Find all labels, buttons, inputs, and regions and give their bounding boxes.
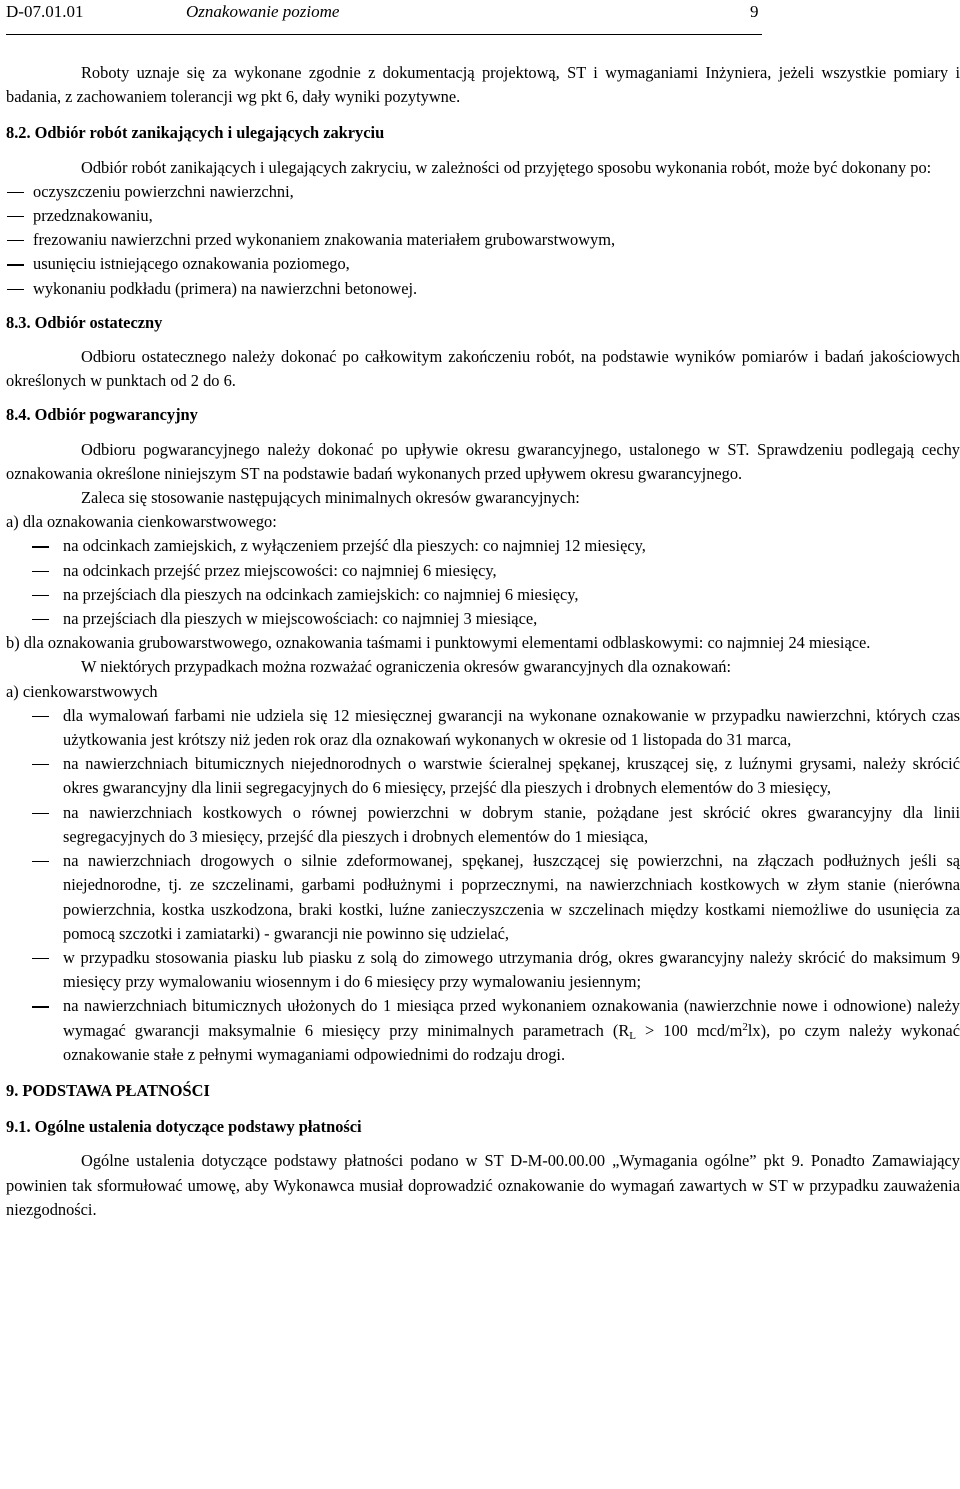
section-9-heading: 9. PODSTAWA PŁATNOŚCI <box>6 1080 210 1100</box>
list-item: na nawierzchniach kostkowych o równej powierzchni w dobrym stanie, pożądane jest skrócić okres gwarancyjny dla linii segregacyjnych do 3 miesięcy, przejść dla pieszych i drobnych elementów do 1 miesiąca, <box>6 801 960 849</box>
intro-paragraph: Roboty uznaje się za wykonane zgodnie z dokumentacją projektową, ST i wymaganiami Inżyniera, jeżeli wszystkie pomiary i badania, z zachowaniem tolerancji wg pkt 6, dały wyniki pozytywne. <box>6 63 960 107</box>
section-8-4-limits-paragraph: W niektórych przypadkach można rozważać ograniczenia okresów gwarancyjnych dla oznakowań: <box>81 657 732 677</box>
list-item: na nawierzchniach drogowych o silnie zdeformowanej, spękanej, łuszczącej się powierzchni, na złączach podłużnych jeśli są niejednorodne, tj. ze szczelinami, garbami podłużnymi i poprzecznymi, na nawierzchniach kostkowych w złym stanie (nierówna powierzchnia, kostka uszkodzona, braki kostki, luźne zanieczyszczenia w szczelinach między kostkami niemożliwe do usunięcia za pomocą szczotki i zamiatarki) - gwarancji nie powinno się udzielać, <box>6 849 960 946</box>
list-item: w przypadku stosowania piasku lub piasku z solą do zimowego utrzymania dróg, okres gwarancyjny należy skrócić do maksimum 9 miesięcy przy wymalowaniu wiosennym i do 6 miesięcy przy wymalowaniu jesiennym; <box>6 946 960 994</box>
list-item-text: na nawierzchniach bitumicznych ułożonych do 1 miesiąca przed wykonaniem oznakowania (nawierzchnie nowe i odnowione) należy wymagać gwarancji maksymalnie 6 miesięcy przy minimalnych parametrach (R <box>63 996 960 1040</box>
list-item-text: > 100 mcd/m <box>636 1020 743 1040</box>
thin-limits-list <box>6 704 960 1067</box>
list-item <box>6 994 960 1067</box>
list-item: usunięciu istniejącego oznakowania poziomego, <box>6 252 960 276</box>
spec-code: D-07.01.01 <box>6 2 84 21</box>
section-8-2-list <box>6 180 960 301</box>
section-9-1-paragraph: Ogólne ustalenia dotyczące podstawy płatności podano w ST D-M-00.00.00 „Wymagania ogólne” pkt 9. Ponadto Zamawiający powinien tak sformułować umowę, aby Wykonawca musiał doprowadzić oznakowanie do wymagań zawartych w ST w przypadku zauważenia niezgodności. <box>6 1151 960 1219</box>
list-item: na odcinkach zamiejskich, z wyłączeniem przejść dla pieszych: co najmniej 12 miesięcy, <box>6 534 960 558</box>
list-item: frezowaniu nawierzchni przed wykonaniem znakowania materiałem grubowarstwowym, <box>6 228 960 252</box>
spec-title: Oznakowanie poziome <box>186 2 340 21</box>
section-9-1-heading: 9.1. Ogólne ustalenia dotyczące podstawy płatności <box>6 1117 362 1137</box>
list-item: dla wymalowań farbami nie udziela się 12 miesięcznej gwarancji na wykonane oznakowanie w przypadku nawierzchni, których czas użytkowania jest krótszy niż jeden rok oraz dla oznakowań wykonanych w okresie od 1 listopada do 31 marca, <box>6 704 960 752</box>
document-body <box>6 61 960 1222</box>
thin-limits-label: a) cienkowarstwowych <box>6 681 158 701</box>
section-8-4-paragraph: Odbioru pogwarancyjnego należy dokonać po upływie okresu gwarancyjnego, ustalonego w ST. Sprawdzeniu podlegają cechy oznakowania określone niniejszym ST na podstawie badań wykonanych przed upływem okresu gwarancyjnego. <box>6 439 960 483</box>
thin-marking-list <box>6 534 960 631</box>
page-number: 9 <box>750 2 759 21</box>
thin-marking-label: a) dla oznakowania cienkowarstwowego: <box>6 512 277 532</box>
list-item: oczyszczeniu powierzchni nawierzchni, <box>6 180 960 204</box>
list-item: wykonaniu podkładu (primera) na nawierzchni betonowej. <box>6 277 960 301</box>
section-8-3-heading: 8.3. Odbiór ostateczny <box>6 312 163 332</box>
list-item: na przejściach dla pieszych na odcinkach zamiejskich: co najmniej 6 miesięcy, <box>6 583 960 607</box>
list-item-text: lx), po czym należy wykonać oznakowanie stałe z pełnymi wymaganiami odpowiednimi do rodzaju drogi. <box>63 1020 960 1064</box>
list-item: na przejściach dla pieszych w miejscowościach: co najmniej 3 miesiące, <box>6 607 960 631</box>
thick-marking-item: b) dla oznakowania grubowarstwowego, oznakowania taśmami i punktowymi elementami odblaskowymi: co najmniej 24 miesiące. <box>6 633 871 653</box>
list-item: na odcinkach przejść przez miejscowości: co najmniej 6 miesięcy, <box>6 559 960 583</box>
section-8-4-recommendation: Zaleca się stosowanie następujących minimalnych okresów gwarancyjnych: <box>81 488 580 508</box>
subscript: L <box>629 1029 636 1042</box>
section-8-2-paragraph: Odbiór robót zanikających i ulegających zakryciu, w zależności od przyjętego sposobu wykonania robót, może być dokonany po: <box>81 157 932 177</box>
section-8-3-paragraph: Odbioru ostatecznego należy dokonać po całkowitym zakończeniu robót, na podstawie wyników pomiarów i badań jakościowych określonych w punktach od 2 do 6. <box>6 347 960 391</box>
section-8-2-heading: 8.2. Odbiór robót zanikających i ulegających zakryciu <box>6 123 385 143</box>
list-item: przedznakowaniu, <box>6 204 960 228</box>
page-header <box>6 0 762 35</box>
list-item: na nawierzchniach bitumicznych niejednorodnych o warstwie ścieralnej spękanej, kruszącej się, z luźnymi grysami, należy skrócić okres gwarancyjny dla linii segregacyjnych do 6 miesięcy, przejść dla pieszych i drobnych elementów do 3 miesięcy, <box>6 752 960 800</box>
section-8-4-heading: 8.4. Odbiór pogwarancyjny <box>6 405 198 425</box>
superscript: 2 <box>742 1020 748 1033</box>
